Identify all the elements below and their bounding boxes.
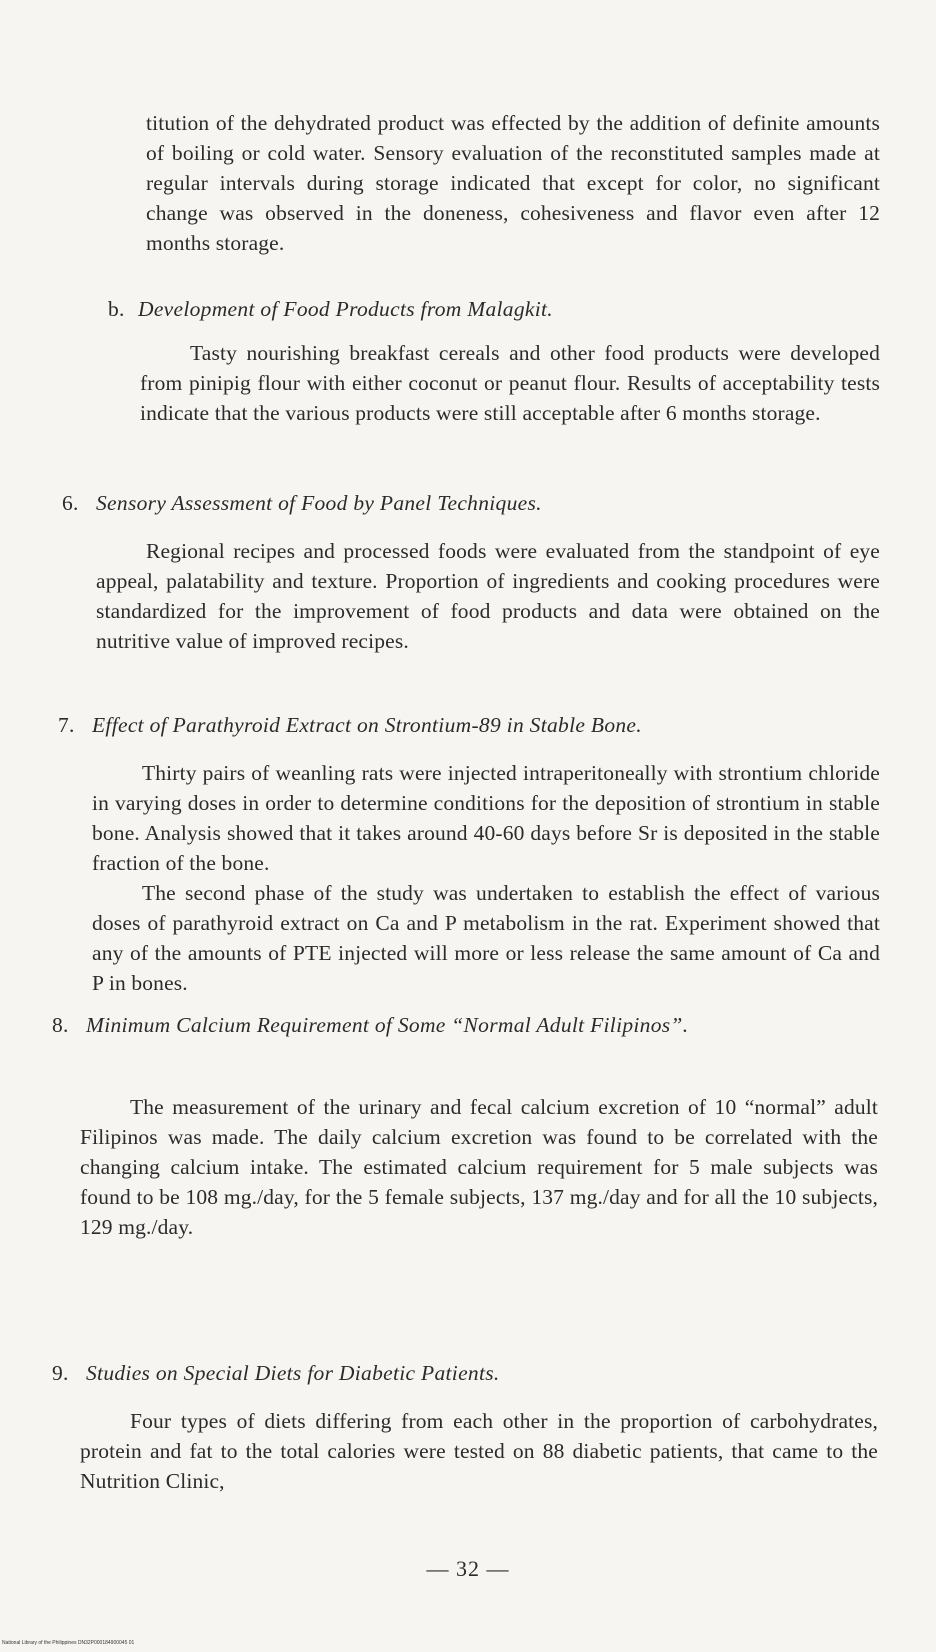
section-number: 8. — [52, 1013, 69, 1037]
section-number: 7. — [58, 713, 75, 737]
section-7-heading — [58, 710, 880, 740]
subsection-heading — [108, 294, 880, 324]
page-number: — 32 — — [426, 1556, 510, 1581]
section-7-body — [92, 758, 880, 998]
section-paragraph: The second phase of the study was undertaken to establish the effect of various doses of parathyroid extract on Ca and P metabolism in the rat. Experiment showed that any of the amounts of PTE injected will more or less release the same amount of Ca and P in bones. — [92, 881, 880, 995]
section-paragraph: The measurement of the urinary and fecal calcium excretion of 10 “normal” adult Filipinos was made. The daily calcium excretion was found to be correlated with the changing calcium intake. The estimated calcium requirement for 5 male subjects was found to be 108 mg./day, for the 5 female subjects, 137 mg./day and for all the 10 subjects, 129 mg./day. — [80, 1095, 878, 1239]
section-paragraph: Thirty pairs of weanling rats were injected intraperitoneally with strontium chloride in varying doses in order to determine conditions for the deposition of strontium in stable bone. Analysis showed that it takes around 40-60 days before Sr is deposited in the stable fraction of the bone. — [92, 761, 880, 875]
section-heading — [62, 488, 880, 518]
continuation-paragraph: titution of the dehydrated product was effected by the addition of definite amounts of boiling or cold water. Sensory evaluation of the reconstituted samples made at regular intervals during storage indicated that except for color, no significant change was observed in the doneness, cohesiveness and flavor even after 12 months storage. — [146, 111, 880, 255]
section-title: Sensory Assessment of Food by Panel Techniques. — [96, 491, 542, 515]
subsection-b-body — [140, 338, 880, 428]
footer-note: National Library of the Philippines DN32P000184900045 01 — [2, 1640, 135, 1646]
section-heading — [52, 1010, 878, 1040]
section-number: 6. — [62, 491, 79, 515]
section-9-heading — [52, 1358, 878, 1388]
section-9-body — [80, 1406, 878, 1496]
section-number: 9. — [52, 1361, 69, 1385]
section-title: Studies on Special Diets for Diabetic Patients. — [86, 1361, 500, 1385]
subsection-title: Development of Food Products from Malagkit. — [138, 297, 553, 321]
subsection-b-heading — [108, 294, 880, 324]
section-8-body — [80, 1092, 878, 1242]
section-paragraph: Four types of diets differing from each other in the proportion of carbohydrates, protein and fat to the total calories were tested on 88 diabetic patients, that came to the Nutrition Clinic, — [80, 1409, 878, 1493]
section-paragraph: Regional recipes and processed foods were evaluated from the standpoint of eye appeal, palatability and texture. Proportion of ingredients and cooking procedures were standardized for the improvement of food products and data were obtained on the nutritive value of improved recipes. — [96, 539, 880, 653]
section-8-heading — [52, 1010, 878, 1040]
section-title: Effect of Parathyroid Extract on Strontium-89 in Stable Bone. — [92, 713, 642, 737]
continuation-block — [146, 108, 880, 258]
subsection-paragraph: Tasty nourishing breakfast cereals and other food products were developed from pinipig flour with either coconut or peanut flour. Results of acceptability tests indicate that the various products were still acceptable after 6 months storage. — [140, 341, 880, 425]
section-heading — [52, 1358, 878, 1388]
section-title: Minimum Calcium Requirement of Some “Normal Adult Filipinos”. — [86, 1013, 689, 1037]
section-6-body — [96, 536, 880, 656]
subsection-number: b. — [108, 297, 125, 321]
section-heading — [58, 710, 880, 740]
section-6-heading — [62, 488, 880, 518]
